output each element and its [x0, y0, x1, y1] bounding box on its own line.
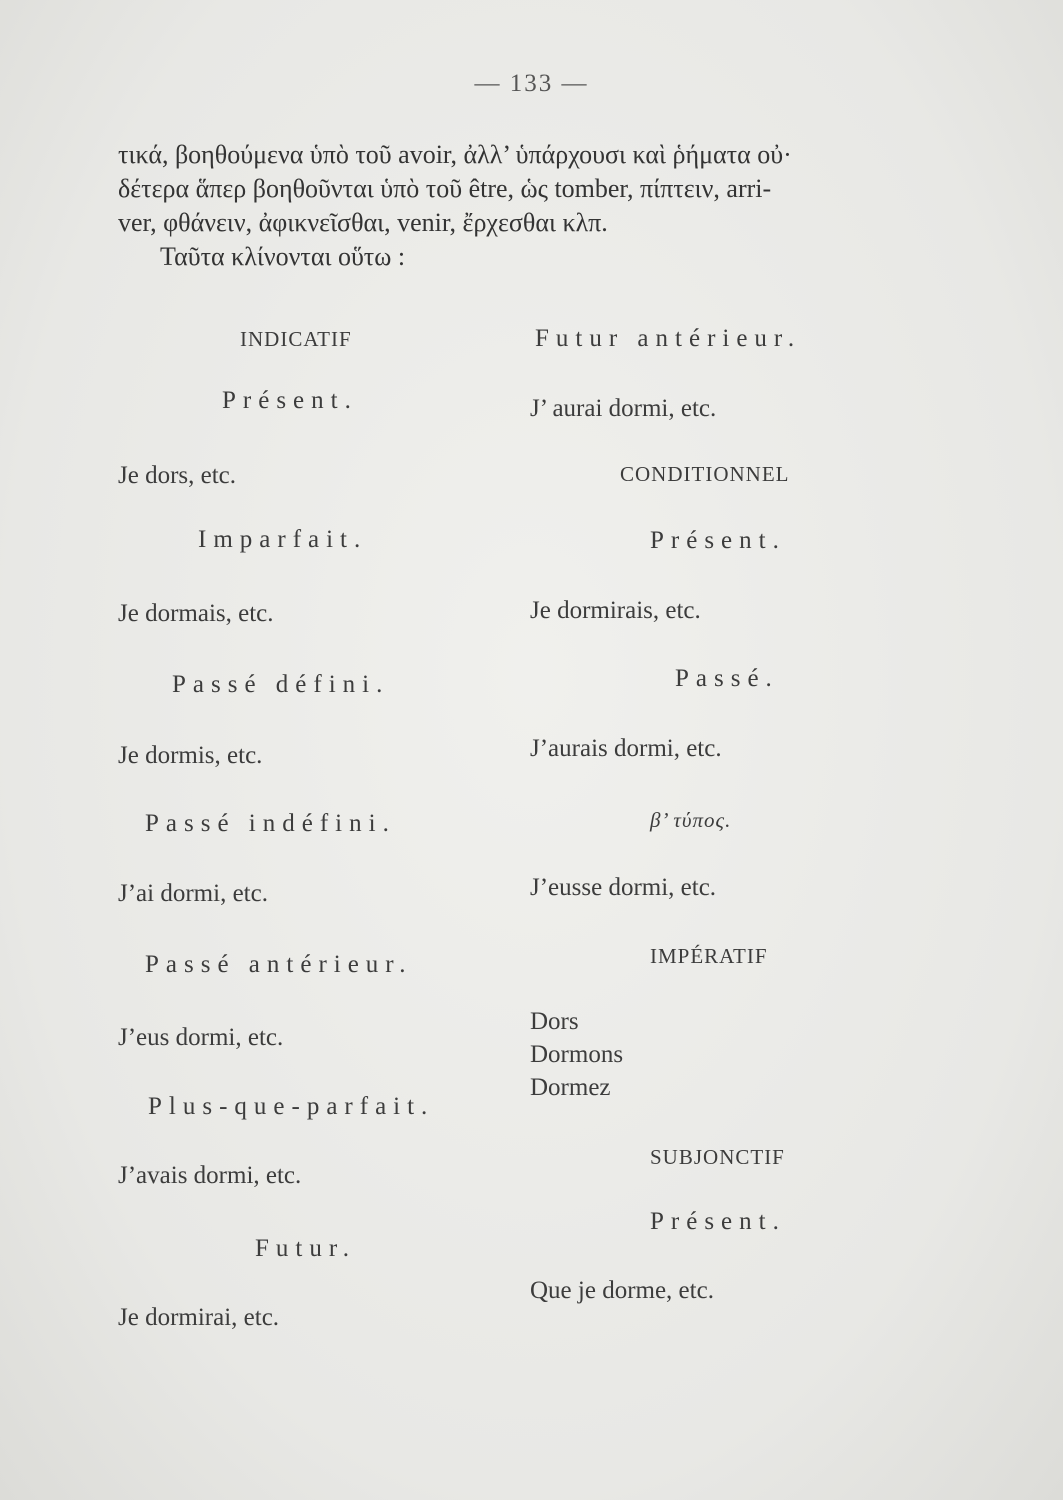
form-futur: Je dormirai, etc. — [118, 1304, 280, 1331]
intro-line-2: δέτερα ἅπερ βοηθοῦνται ὑπὸ τοῦ être, ὡς tomber, πίπτειν, arri- — [118, 174, 772, 203]
heading-imparfait: Imparfait. — [198, 526, 368, 553]
imperatif-form-2: Dormons — [530, 1041, 624, 1068]
mood-imperatif: IMPÉRATIF — [650, 944, 768, 968]
heading-passe-anterieur: Passé antérieur. — [145, 951, 413, 978]
form-subj-present: Que je dorme, etc. — [530, 1277, 714, 1304]
heading-second-type: β’ τύπος. — [650, 808, 732, 832]
heading-futur-anterieur: Futur antérieur. — [535, 325, 802, 352]
form-futur-anterieur: J’ aurai dormi, etc. — [530, 395, 717, 422]
imperatif-form-3: Dormez — [530, 1074, 611, 1101]
form-cond-passe: J’aurais dormi, etc. — [530, 735, 722, 762]
mood-conditionnel: CONDITIONNEL — [620, 462, 790, 486]
form-passe-defini: Je dormis, etc. — [118, 742, 263, 769]
mood-indicatif: INDICATIF — [240, 327, 352, 351]
heading-passe-defini: Passé défini. — [172, 671, 390, 698]
heading-passe-indefini: Passé indéfini. — [145, 810, 396, 837]
heading-present: Présent. — [222, 387, 358, 414]
form-cond-present: Je dormirais, etc. — [530, 597, 701, 624]
intro-line-1: τικά, βοηθούμενα ὑπὸ τοῦ avoir, ἀλλ’ ὑπάρχουσι καὶ ῥήματα οὐ· — [118, 140, 792, 169]
heading-cond-passe: Passé. — [675, 665, 779, 692]
heading-futur: Futur. — [255, 1235, 357, 1262]
intro-line-3: ver, φθάνειν, ἀφικνεῖσθαι, venir, ἔρχεσθαι κλπ. — [118, 208, 608, 237]
form-passe-indefini: J’ai dormi, etc. — [118, 880, 268, 907]
form-present: Je dors, etc. — [118, 462, 237, 489]
heading-cond-present: Présent. — [650, 527, 786, 554]
form-second-type: J’eusse dormi, etc. — [530, 874, 717, 901]
heading-subj-present: Présent. — [650, 1208, 786, 1235]
form-imparfait: Je dormais, etc. — [118, 600, 274, 627]
form-plus-que-parfait: J’avais dormi, etc. — [118, 1162, 302, 1189]
heading-plus-que-parfait: Plus-que-parfait. — [148, 1093, 435, 1120]
page-number: — 133 — — [474, 70, 589, 97]
form-passe-anterieur: J’eus dormi, etc. — [118, 1024, 284, 1051]
mood-subjonctif: SUBJONCTIF — [650, 1145, 785, 1169]
imperatif-form-1: Dors — [530, 1008, 579, 1035]
intro-line-4: Ταῦτα κλίνονται οὕτω : — [160, 242, 406, 271]
